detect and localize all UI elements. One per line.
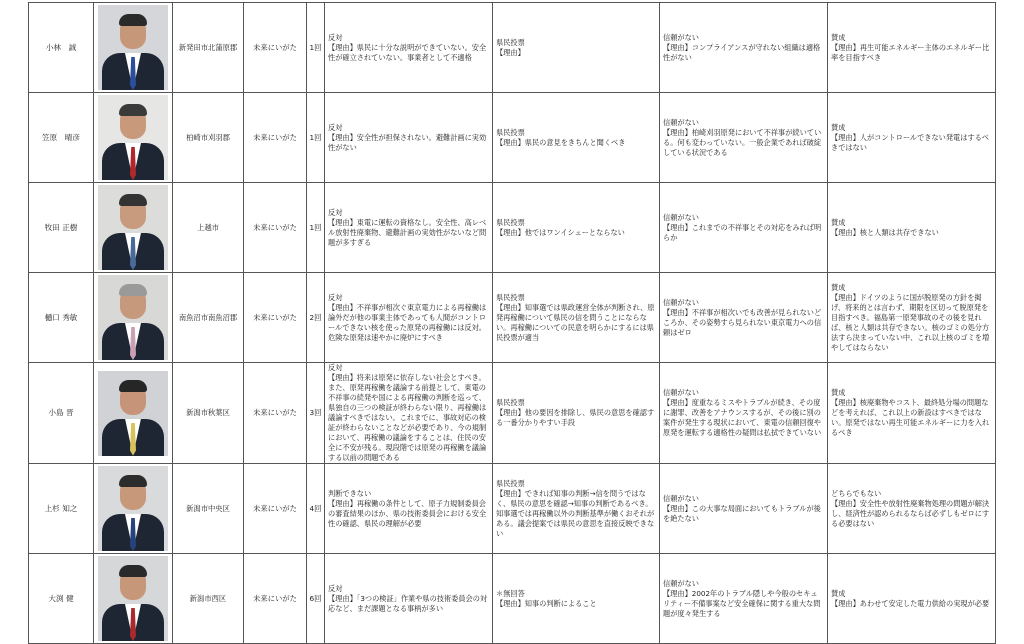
candidate-photo-cell <box>94 3 173 93</box>
candidate-row <box>29 464 996 554</box>
candidate-name: 大渕 健 <box>29 554 94 644</box>
constituency: 新潟市秋葉区 <box>173 363 244 464</box>
answer-restart-stance: 反対 【理由】東電に運転の資格なし。安全性、高レベル放射性廃棄物、避難計画の実効性がないなど問題が多すぎる <box>325 183 493 273</box>
answer-decision-method: 県民投票 【理由】 <box>493 3 660 93</box>
candidate-row <box>29 93 996 183</box>
terms-served: 1回 <box>307 3 325 93</box>
answer-restart-stance: 反対 【理由】県民に十分な説明ができていない。安全性が確立されていない。事業者として不適格 <box>325 3 493 93</box>
answer-restart-stance: 判断できない 【理由】再稼働の条件として、原子力規制委員会の審査結果のほか、県の技術委員会における安全性の確認、県民の理解が必要 <box>325 464 493 554</box>
constituency: 新発田市北蒲原郡 <box>173 3 244 93</box>
answer-restart-stance: 反対 【理由】不祥事が相次ぐ東京電力による再稼働は論外だが他の事業主体であっても人間がコントロールできない核を使った原発の再稼働には反対。危険な原発は速やかに廃炉にすべき <box>325 273 493 363</box>
candidate-name: 笠原 晴彦 <box>29 93 94 183</box>
candidate-row <box>29 183 996 273</box>
constituency: 新潟市西区 <box>173 554 244 644</box>
answer-decision-method: 県民投票 【理由】他ではワンイシューとならない <box>493 183 660 273</box>
party: 未来にいがた <box>244 363 307 464</box>
photo-hair <box>119 565 147 577</box>
candidate-row <box>29 554 996 644</box>
candidate-photo-cell <box>94 464 173 554</box>
candidate-row <box>29 273 996 363</box>
candidate-name: 牧田 正樹 <box>29 183 94 273</box>
answer-tepco-trust: 信頼がない 【理由】コンプライアンスが守れない組織は適格性がない <box>660 3 828 93</box>
party: 未来にいがた <box>244 183 307 273</box>
photo-hair <box>119 104 147 116</box>
answer-decision-method: ＊無回答 【理由】知事の判断によること <box>493 554 660 644</box>
answer-phaseout: 賛成 【理由】再生可能エネルギー主体のエネルギー比率を目指すべき <box>828 3 996 93</box>
answer-phaseout: どちらでもない 【理由】安全性や放射性廃棄物処理の問題が解決し、経済性が認められるならば必ずしもゼロにする必要はない <box>828 464 996 554</box>
answer-decision-method: 県民投票 【理由】できれば知事の判断→信を問うではなく、県民の意思を確認→知事の判断であるべき。知事選では再稼働以外の判断基準が働くおそれがある。議会提案では県民の意思を直接反映できない <box>493 464 660 554</box>
answer-restart-stance: 反対 【理由】安全性が担保されない。避難計画に実効性がない <box>325 93 493 183</box>
terms-served: 3回 <box>307 363 325 464</box>
answer-decision-method: 県民投票 【理由】知事選では県政運営全体が判断され、原発再稼働について県民の信を問うことにならない。再稼働についての民意を明らかにするには県民投票が適当 <box>493 273 660 363</box>
party: 未来にいがた <box>244 273 307 363</box>
constituency: 新潟市中央区 <box>173 464 244 554</box>
candidate-photo <box>98 5 168 90</box>
answer-restart-stance: 反対 【理由】将来は原発に依存しない社会とすべき。また、原発再稼働を議論する前提として、東電の不祥事の続発や国による再稼働の判断を巡って、県独自の三つの検証が終わらない限り、再稼働は議論すべきではない。これまでに、事故対応の検証が終わらないことなどが必要であり、今の規制において、再稼働の議論をすることは、住民の安全に不安が残る。現段階では原発の再稼働を議論する以前の問題である <box>325 363 493 464</box>
terms-served: 1回 <box>307 183 325 273</box>
constituency: 上越市 <box>173 183 244 273</box>
party: 未来にいがた <box>244 93 307 183</box>
party: 未来にいがた <box>244 464 307 554</box>
answer-tepco-trust: 信頼がない 【理由】不祥事が相次いでも改善が見られないどころか、その姿勢すら見られない東京電力への信頼はゼロ <box>660 273 828 363</box>
candidate-photo <box>98 95 168 180</box>
candidate-name: 樋口 秀敏 <box>29 273 94 363</box>
photo-hair <box>119 194 147 206</box>
candidate-survey-table <box>28 2 996 644</box>
answer-tepco-trust: 信頼がない 【理由】2002年のトラブル隠しや今般のセキュリティー不備事案など安全確保に関する重大な問題が度々発生する <box>660 554 828 644</box>
terms-served: 2回 <box>307 273 325 363</box>
answer-tepco-trust: 信頼がない 【理由】この大事な局面においてもトラブルが後を絶たない <box>660 464 828 554</box>
answer-restart-stance: 反対 【理由】「3つの検証」作業や県の技術委員会の対応など、まだ課題となる事柄が多い <box>325 554 493 644</box>
answer-decision-method: 県民投票 【理由】県民の意見をきちんと聞くべき <box>493 93 660 183</box>
terms-served: 1回 <box>307 93 325 183</box>
table-body <box>29 3 996 644</box>
answer-tepco-trust: 信頼がない 【理由】これまでの不祥事とその対応をみれば明らか <box>660 183 828 273</box>
answer-tepco-trust: 信頼がない 【理由】柏崎刈羽原発において不祥事が続いている。何も変わっていない。一般企業であれば破綻している状況である <box>660 93 828 183</box>
photo-hair <box>119 284 147 296</box>
candidate-photo <box>98 275 168 360</box>
candidate-photo-cell <box>94 183 173 273</box>
candidate-photo-cell <box>94 273 173 363</box>
candidate-photo-cell <box>94 93 173 183</box>
answer-phaseout: 賛成 【理由】あわせて安定した電力供給の実現が必要 <box>828 554 996 644</box>
candidate-name: 小島 晋 <box>29 363 94 464</box>
terms-served: 4回 <box>307 464 325 554</box>
answer-phaseout: 賛成 【理由】核と人類は共存できない <box>828 183 996 273</box>
photo-hair <box>119 475 147 487</box>
candidate-photo <box>98 185 168 270</box>
candidate-name: 上杉 知之 <box>29 464 94 554</box>
answer-phaseout: 賛成 【理由】核廃棄物やコスト、最終処分場の問題などを考えれば、これ以上の新設はすべきではない。原発ではない再生可能エネルギーに力を入れるべき <box>828 363 996 464</box>
candidate-photo-cell <box>94 554 173 644</box>
constituency: 南魚沼市南魚沼郡 <box>173 273 244 363</box>
candidate-row <box>29 3 996 93</box>
party: 未来にいがた <box>244 3 307 93</box>
photo-hair <box>119 380 147 392</box>
terms-served: 6回 <box>307 554 325 644</box>
candidate-photo <box>98 466 168 551</box>
answer-tepco-trust: 信頼がない 【理由】度重なるミスやトラブルが続き、その度に謝罪、改善をアナウンスするが、その後に別の案件が発生する現状において、東電の信頼回復や原発を運転する適格性の疑問は払拭できていない <box>660 363 828 464</box>
answer-decision-method: 県民投票 【理由】他の要因を排除し、県民の意思を確認する一番分かりやすい手段 <box>493 363 660 464</box>
party: 未来にいがた <box>244 554 307 644</box>
candidate-photo-cell <box>94 363 173 464</box>
candidate-name: 小林 誠 <box>29 3 94 93</box>
candidate-photo <box>98 556 168 641</box>
photo-hair <box>119 14 147 26</box>
constituency: 柏崎市刈羽郡 <box>173 93 244 183</box>
candidate-photo <box>98 371 168 456</box>
answer-phaseout: 賛成 【理由】人がコントロールできない発電はするべきではない <box>828 93 996 183</box>
answer-phaseout: 賛成 【理由】ドイツのように国が脱原発の方針を掲げ、将来的とは言わず、期限を区切って脱原発を目指すべき。福島第一原発事故のその後を見れば、核と人類は共存できない。核のゴミの処分方法すら決まっていない中、これ以上核のゴミを増やしてはならない <box>828 273 996 363</box>
candidate-row <box>29 363 996 464</box>
